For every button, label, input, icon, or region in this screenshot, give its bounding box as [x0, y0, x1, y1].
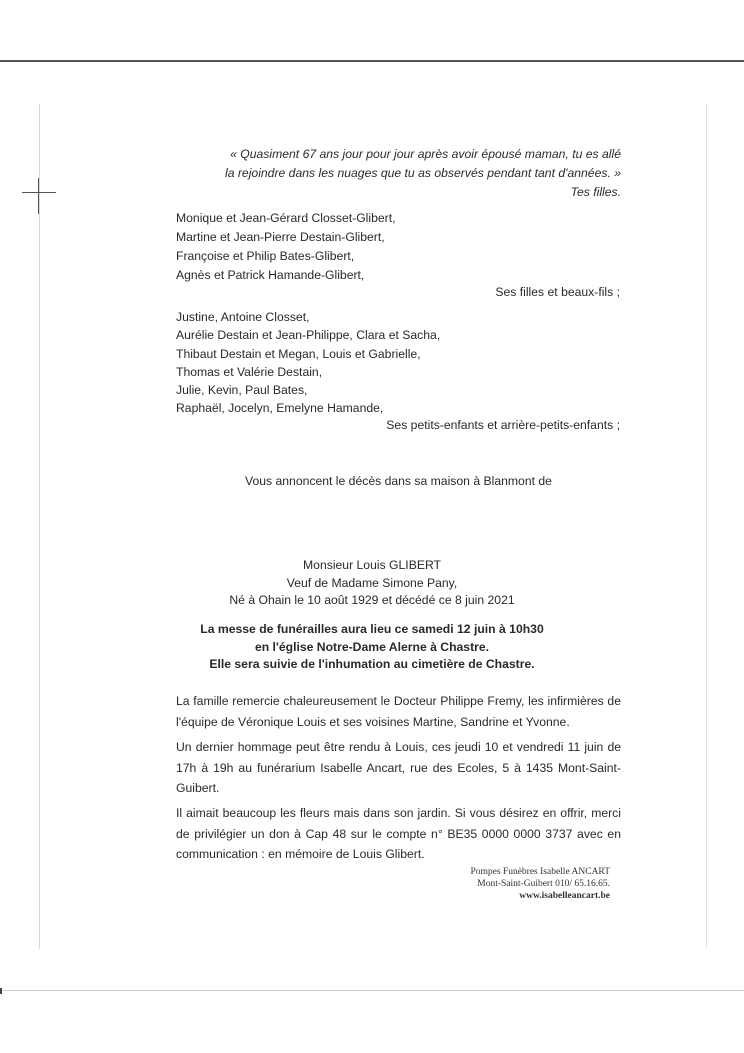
grandchild-name: Raphaël, Jocelyn, Emelyne Hamande, — [176, 401, 384, 415]
cross-icon-vertical — [38, 178, 39, 214]
ceremony-line-2: en l'église Notre-Dame Alerne à Chastre. — [254, 640, 490, 654]
left-frame-line — [39, 104, 40, 949]
child-name: Martine et Jean-Pierre Destain-Glibert, — [176, 230, 385, 244]
announcement: Vous annoncent le décès dans sa maison à Blanmont de — [245, 474, 552, 488]
top-rule — [0, 60, 744, 62]
grandchild-name: Aurélie Destain et Jean-Philippe, Clara et Sacha, — [176, 328, 441, 342]
quote-line-2: la rejoindre dans les nuages que tu as observés pendant tant d'années. » — [225, 166, 621, 180]
ceremony-line-3: Elle sera suivie de l'inhumation au cimetière de Chastre. — [209, 657, 535, 671]
child-name: Agnès et Patrick Hamande-Glibert, — [176, 268, 365, 282]
ceremony-line-1: La messe de funérailles aura lieu ce samedi 12 juin à 10h30 — [200, 622, 544, 636]
quote-line-1: « Quasiment 67 ans jour pour jour après avoir épousé maman, tu es allé — [230, 147, 621, 161]
footer-company: Pompes Funèbres Isabelle ANCART — [470, 867, 610, 877]
bottom-tick — [0, 988, 2, 994]
deceased-dates: Né à Ohain le 10 août 1929 et décédé ce 8 juin 2021 — [229, 593, 515, 607]
quote-signature: Tes filles. — [570, 185, 621, 199]
grandchild-name: Thomas et Valérie Destain, — [176, 365, 323, 379]
grandchild-name: Julie, Kevin, Paul Bates, — [176, 383, 308, 397]
flowers-paragraph: Il aimait beaucoup les fleurs mais dans son jardin. Si vous désirez en offrir, merci de privilégier un don à Cap 48 sur le compte n° BE35 0000 0000 3737 avec en communication : en mémoire de Louis Glibert. — [176, 806, 621, 861]
children-label: Ses filles et beaux-fils ; — [495, 285, 620, 299]
deceased-name: Monsieur Louis GLIBERT — [303, 558, 441, 572]
deceased-widower: Veuf de Madame Simone Pany, — [286, 576, 458, 590]
footer-website: www.isabelleancart.be — [519, 891, 610, 901]
child-name: Françoise et Philip Bates-Glibert, — [176, 249, 355, 263]
bottom-rule — [0, 990, 744, 991]
child-name: Monique et Jean-Gérard Closset-Glibert, — [176, 211, 396, 225]
cross-icon-horizontal — [22, 192, 56, 193]
thanks-paragraph: La famille remercie chaleureusement le Docteur Philippe Fremy, les infirmières de l'équipe de Véronique Louis et ses voisines Martine, Sandrine et Yvonne. — [176, 694, 621, 729]
tribute-paragraph: Un dernier hommage peut être rendu à Louis, ces jeudi 10 et vendredi 11 juin de 17h à 19h au funérarium Isabelle Ancart, rue des Ecoles, 5 à 1435 Mont-Saint-Guibert. — [176, 740, 621, 795]
grandchild-name: Thibaut Destain et Megan, Louis et Gabrielle, — [176, 347, 421, 361]
footer-address: Mont-Saint-Guibert 010/ 65.16.65. — [477, 879, 610, 889]
right-frame-line — [706, 104, 707, 949]
grandchild-name: Justine, Antoine Closset, — [176, 310, 310, 324]
grandchildren-label: Ses petits-enfants et arrière-petits-enfants ; — [386, 418, 620, 432]
